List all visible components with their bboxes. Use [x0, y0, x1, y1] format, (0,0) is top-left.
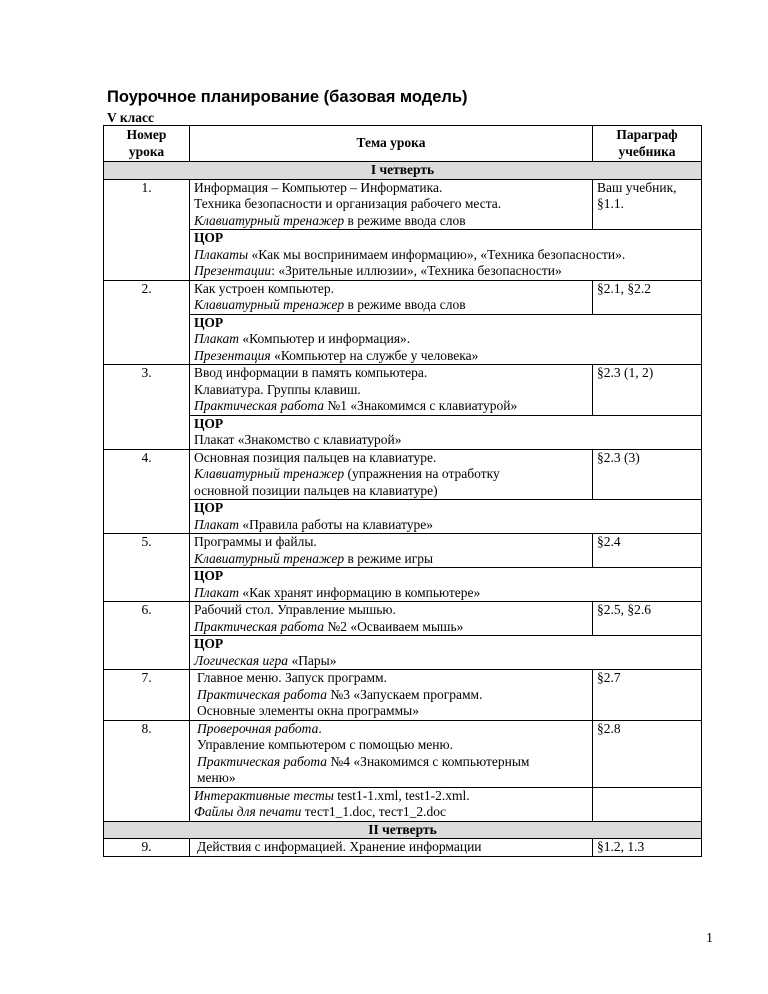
text-segment: Плакат [194, 331, 240, 346]
text-segment: Клавиатура. Группы клавиш. [194, 381, 361, 397]
topic-line [194, 382, 588, 399]
text-segment: Практическая работа [197, 753, 328, 769]
topic-line [194, 196, 588, 213]
resources-title: ЦОР [194, 314, 224, 330]
resources-title: ЦОР [194, 230, 224, 245]
text-segment: Интерактивные тесты [194, 787, 334, 803]
lesson-topic [190, 179, 593, 230]
quarter-row [104, 821, 702, 839]
lesson-number: 5. [104, 534, 190, 602]
text-segment: Как устроен компьютер. [194, 280, 335, 296]
paragraph-line: §2.4 [597, 534, 621, 549]
textbook-paragraph [593, 449, 702, 500]
lesson-row [104, 365, 702, 416]
topic-line [194, 466, 588, 483]
text-segment: Плакаты [194, 246, 249, 262]
lesson-topic [190, 839, 593, 857]
lesson-topic [190, 720, 593, 787]
resources-row [104, 787, 702, 821]
topic-line [194, 483, 588, 500]
text-segment: Практическая работа [194, 618, 325, 634]
text-segment: Презентация [194, 347, 271, 363]
text-segment: Главное меню. Запуск программ. [197, 670, 387, 685]
text-segment: в режиме ввода слов [344, 297, 466, 312]
text-segment: №1 «Знакомимся с клавиатурой» [324, 398, 518, 413]
topic-line [197, 770, 588, 787]
grade-label: V класс [107, 110, 154, 125]
text-segment: Практическая работа [197, 686, 328, 702]
text-segment: №3 «Запускаем программ. [327, 686, 483, 702]
text-segment: Управление компьютером с помощью меню. [197, 737, 453, 752]
lesson-row [104, 280, 702, 314]
text-segment: Информация – Компьютер – Информатика. [194, 179, 443, 195]
text-segment: . [318, 720, 322, 736]
text-segment: «Компьютер на службе у человека» [270, 347, 479, 363]
topic-line [197, 721, 588, 738]
text-segment: «Компьютер и информация». [239, 331, 411, 346]
text-segment: : «Зрительные иллюзии», «Техника безопасности» [271, 263, 562, 278]
topic-line [197, 687, 588, 704]
resources-title: ЦОР [194, 568, 224, 583]
textbook-paragraph [593, 602, 702, 636]
lesson-topic [190, 449, 593, 500]
header-paragraph-line1: Параграф [616, 127, 678, 142]
text-segment: Техника безопасности и организация рабочего места. [194, 196, 502, 211]
text-segment: Логическая игра [194, 652, 289, 668]
textbook-paragraph [593, 179, 702, 230]
resources-row [104, 415, 702, 449]
lesson-row [104, 179, 702, 230]
topic-line [197, 670, 588, 687]
lesson-number: 2. [104, 280, 190, 365]
text-segment: Плакат [194, 584, 240, 600]
resource-line [194, 585, 697, 602]
textbook-paragraph [593, 839, 702, 857]
resource-line [194, 247, 697, 264]
header-lesson-number-line2: урока [128, 143, 165, 159]
lesson-topic [190, 280, 593, 314]
text-segment: «Как хранят информацию в компьютере» [239, 584, 481, 600]
lesson-topic [190, 670, 593, 721]
resources-title: ЦОР [194, 636, 224, 651]
lesson-number: 7. [104, 670, 190, 721]
resource-line [194, 653, 697, 670]
resource-line [194, 331, 697, 348]
text-segment: test1-1.xml, test1-2.xml. [333, 787, 470, 803]
table-header-row [104, 126, 702, 162]
resources-row [104, 314, 702, 365]
resource-line [194, 348, 697, 365]
lesson-topic [190, 365, 593, 416]
lesson-number: 6. [104, 602, 190, 670]
lesson-number: 1. [104, 179, 190, 280]
digital-resources [190, 314, 702, 365]
lesson-plan-table [103, 125, 702, 857]
lesson-number: 8. [104, 720, 190, 821]
header-lesson-number-line1: Номер [126, 127, 167, 142]
text-segment: в режиме игры [344, 550, 434, 566]
empty-cell [593, 787, 702, 821]
lesson-row [104, 602, 702, 636]
page-title: Поурочное планирование (базовая модель) [107, 88, 468, 106]
paragraph-line: §2.7 [597, 670, 621, 685]
lesson-row [104, 534, 702, 568]
digital-resources [190, 787, 593, 821]
header-paragraph-line2: учебника [618, 143, 676, 159]
topic-line [194, 213, 588, 230]
digital-resources [190, 415, 702, 449]
resource-line [194, 263, 697, 280]
paragraph-line: §2.3 (3) [597, 449, 640, 465]
resource-line [194, 788, 588, 805]
resources-title: ЦОР [194, 500, 224, 515]
text-segment: №4 «Знакомимся с компьютерным [327, 753, 530, 769]
digital-resources [190, 500, 702, 534]
topic-line [194, 602, 588, 619]
table-body [104, 162, 702, 857]
text-segment: Клавиатурный тренажер [194, 466, 345, 481]
text-segment: (упражнения на отработку [344, 466, 500, 481]
text-segment: «Правила работы на клавиатуре» [239, 516, 433, 532]
paragraph-line: §2.3 (1, 2) [597, 365, 654, 380]
topic-line [194, 619, 588, 636]
topic-line [197, 703, 588, 720]
topic-line [194, 534, 588, 551]
resource-line [194, 517, 697, 534]
lesson-row [104, 720, 702, 787]
text-segment: Программы и файлы. [194, 534, 317, 549]
paragraph-line: Ваш учебник, [597, 179, 677, 195]
text-segment: Основная позиция пальцев на клавиатуре. [194, 449, 437, 465]
textbook-paragraph [593, 365, 702, 416]
text-segment: Плакат [194, 516, 240, 532]
paragraph-line: §2.8 [597, 720, 621, 736]
quarter-label: II четверть [104, 821, 702, 839]
text-segment: Ввод информации в память компьютера. [194, 365, 428, 380]
topic-line [197, 754, 588, 771]
lesson-number: 3. [104, 365, 190, 450]
resource-line [194, 432, 697, 449]
text-segment: Рабочий стол. Управление мышью. [194, 602, 396, 617]
text-segment: Плакат «Знакомство с клавиатурой» [194, 432, 402, 447]
digital-resources [190, 568, 702, 602]
lesson-row [104, 839, 702, 857]
topic-line [194, 281, 588, 298]
resources-row [104, 568, 702, 602]
topic-line [194, 297, 588, 314]
topic-line [194, 450, 588, 467]
text-segment: Действия с информацией. Хранение информации [197, 839, 482, 854]
text-segment: «Как мы воспринимаем информацию», «Техника безопасности». [248, 246, 626, 262]
resources-row [104, 500, 702, 534]
text-segment: меню» [197, 770, 236, 785]
textbook-paragraph [593, 670, 702, 721]
resources-row [104, 636, 702, 670]
header-lesson-topic: Тема урока [190, 126, 593, 162]
lesson-row [104, 449, 702, 500]
text-segment: в режиме ввода слов [344, 212, 466, 228]
textbook-paragraph [593, 280, 702, 314]
topic-line [194, 365, 588, 382]
text-segment: Основные элементы окна программы» [197, 703, 419, 718]
page-number: 1 [706, 931, 713, 946]
lesson-topic [190, 534, 593, 568]
digital-resources [190, 230, 702, 281]
paragraph-line: §2.5, §2.6 [597, 602, 651, 617]
header-textbook-paragraph [593, 126, 702, 162]
paragraph-line: §1.2, 1.3 [597, 839, 645, 854]
text-segment: Проверочная работа [197, 720, 319, 736]
text-segment: Презентации [194, 263, 272, 278]
text-segment: «Пары» [288, 652, 337, 668]
paragraph-line: §1.1. [597, 196, 624, 211]
digital-resources [190, 636, 702, 670]
text-segment: основной позиции пальцев на клавиатуре) [194, 482, 438, 498]
text-segment: Клавиатурный тренажер [194, 212, 345, 228]
textbook-paragraph [593, 534, 702, 568]
topic-line [197, 737, 588, 754]
lesson-number: 9. [104, 839, 190, 857]
header-lesson-number [104, 126, 190, 162]
resources-title: ЦОР [194, 415, 224, 431]
topic-line [194, 551, 588, 568]
resources-row [104, 230, 702, 281]
text-segment: Практическая работа [194, 398, 325, 413]
resource-line [194, 804, 588, 821]
quarter-label: I четверть [104, 162, 702, 180]
quarter-row [104, 162, 702, 180]
textbook-paragraph [593, 720, 702, 787]
lesson-topic [190, 602, 593, 636]
text-segment: Клавиатурный тренажер [194, 550, 345, 566]
topic-line [197, 839, 588, 856]
text-segment: №2 «Осваиваем мышь» [324, 618, 464, 634]
topic-line [194, 180, 588, 197]
lesson-row [104, 670, 702, 721]
text-segment: Клавиатурный тренажер [194, 297, 345, 312]
lesson-number: 4. [104, 449, 190, 534]
text-segment: Файлы для печати [194, 804, 302, 819]
paragraph-line: §2.1, §2.2 [597, 280, 651, 296]
text-segment: тест1_1.doc, тест1_2.doc [301, 804, 446, 819]
topic-line [194, 398, 588, 415]
